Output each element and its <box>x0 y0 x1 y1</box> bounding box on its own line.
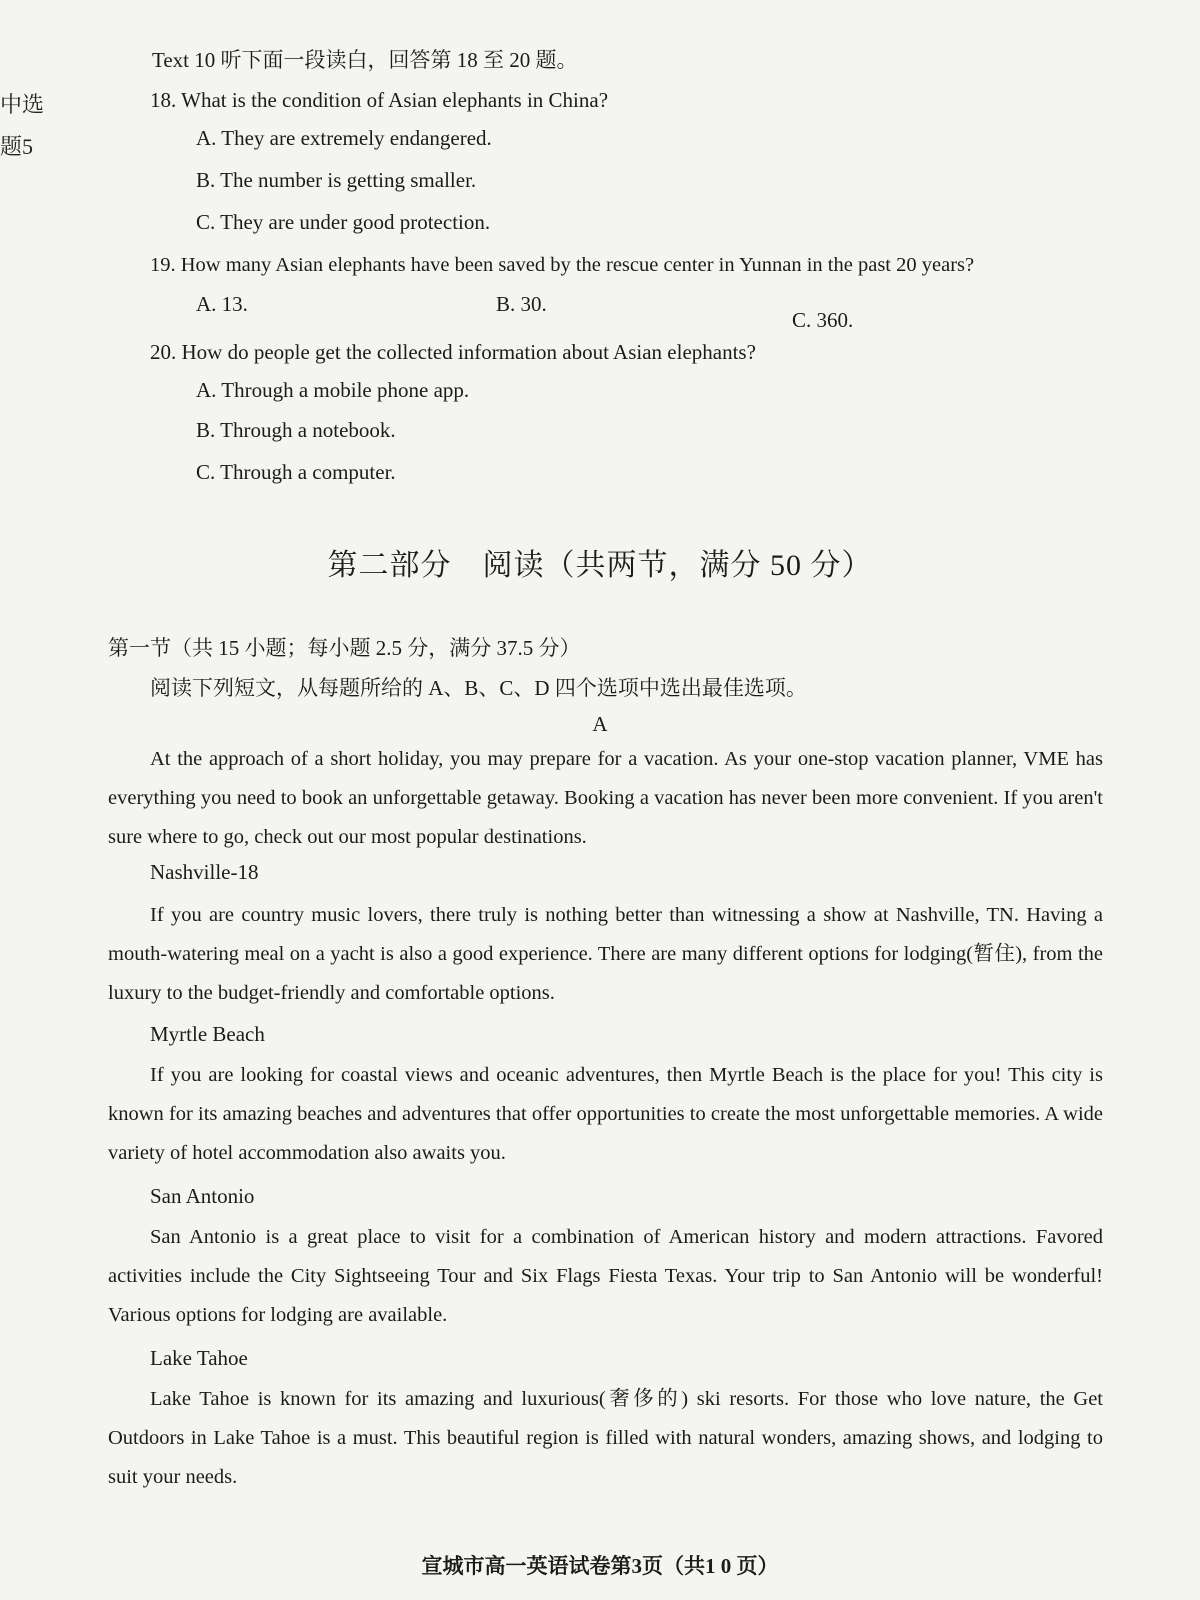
listening-intro: Text 10 听下面一段读白，回答第 18 至 20 题。 <box>152 48 578 72</box>
question-19-stem: 19. How many Asian elephants have been saved by the rescue center in Yunnan in the past 20 years? <box>150 254 975 276</box>
question-20-option-b: B. Through a notebook. <box>196 418 396 442</box>
question-20-stem: 20. How do people get the collected information about Asian elephants? <box>150 340 756 364</box>
destination-heading: Nashville-18 <box>150 860 259 884</box>
section-one-title: 第一节（共 15 小题；每小题 2.5 分，满分 37.5 分） <box>108 636 581 660</box>
question-20-option-a: A. Through a mobile phone app. <box>196 378 470 402</box>
margin-fragment: 中选 <box>0 92 45 117</box>
question-20-option-c: C. Through a computer. <box>196 460 396 484</box>
question-18-option-a: A. They are extremely endangered. <box>196 126 492 150</box>
destination-heading: Lake Tahoe <box>150 1346 248 1370</box>
destination-paragraph: If you are country music lovers, there truly is nothing better than witnessing a show at Nashville, TN. Having a mouth-watering meal on a yacht is also a good experience. There are many different options for lodging(暂住), from the luxury to the budget-friendly and comfortable options. <box>108 904 1103 1004</box>
question-18-option-c: C. They are under good protection. <box>196 210 491 234</box>
destination-paragraph: San Antonio is a great place to visit for a combination of American history and modern attractions. Favored activities include the City Sightseeing Tour and Six Flags Fiesta Texas. Your trip to San Antonio will be wonderful! Various options for lodging are available. <box>108 1226 1103 1326</box>
question-19-option-b: B. 30. <box>496 292 547 316</box>
page-footer: 宣城市高一英语试卷第3页（共1 0 页） <box>421 1554 779 1578</box>
destination-heading: Myrtle Beach <box>150 1022 265 1046</box>
passage-label: A <box>592 712 608 736</box>
margin-fragment: 题5 <box>0 134 34 159</box>
question-18-stem: 18. What is the condition of Asian elephants in China? <box>150 88 609 112</box>
question-19-option-a: A. 13. <box>196 292 248 316</box>
part-two-title: 第二部分 阅读（共两节，满分 50 分） <box>327 549 873 582</box>
destination-paragraph: If you are looking for coastal views and oceanic adventures, then Myrtle Beach is the place for you! This city is known for its amazing beaches and adventures that offer opportunities to create the most unforgettable memories. A wide variety of hotel accommodation also awaits you. <box>108 1064 1103 1164</box>
question-19-option-c: C. 360. <box>792 308 854 332</box>
question-18-option-b: B. The number is getting smaller. <box>196 168 477 192</box>
destination-paragraph: Lake Tahoe is known for its amazing and luxurious(奢侈的) ski resorts. For those who love nature, the Get Outdoors in Lake Tahoe is a must. This beautiful region is filled with natural wonders, amazing shows, and lodging to suit your needs. <box>108 1388 1103 1488</box>
reading-instruction: 阅读下列短文，从每题所给的 A、B、C、D 四个选项中选出最佳选项。 <box>150 676 807 700</box>
destination-heading: San Antonio <box>150 1184 255 1208</box>
passage-intro-paragraph: At the approach of a short holiday, you may prepare for a vacation. As your one-stop vacation planner, VME has everything you need to book an unforgettable getaway. Booking a vacation has never been more convenient. If you aren't sure where to go, check out our most popular destinations. <box>108 748 1103 848</box>
